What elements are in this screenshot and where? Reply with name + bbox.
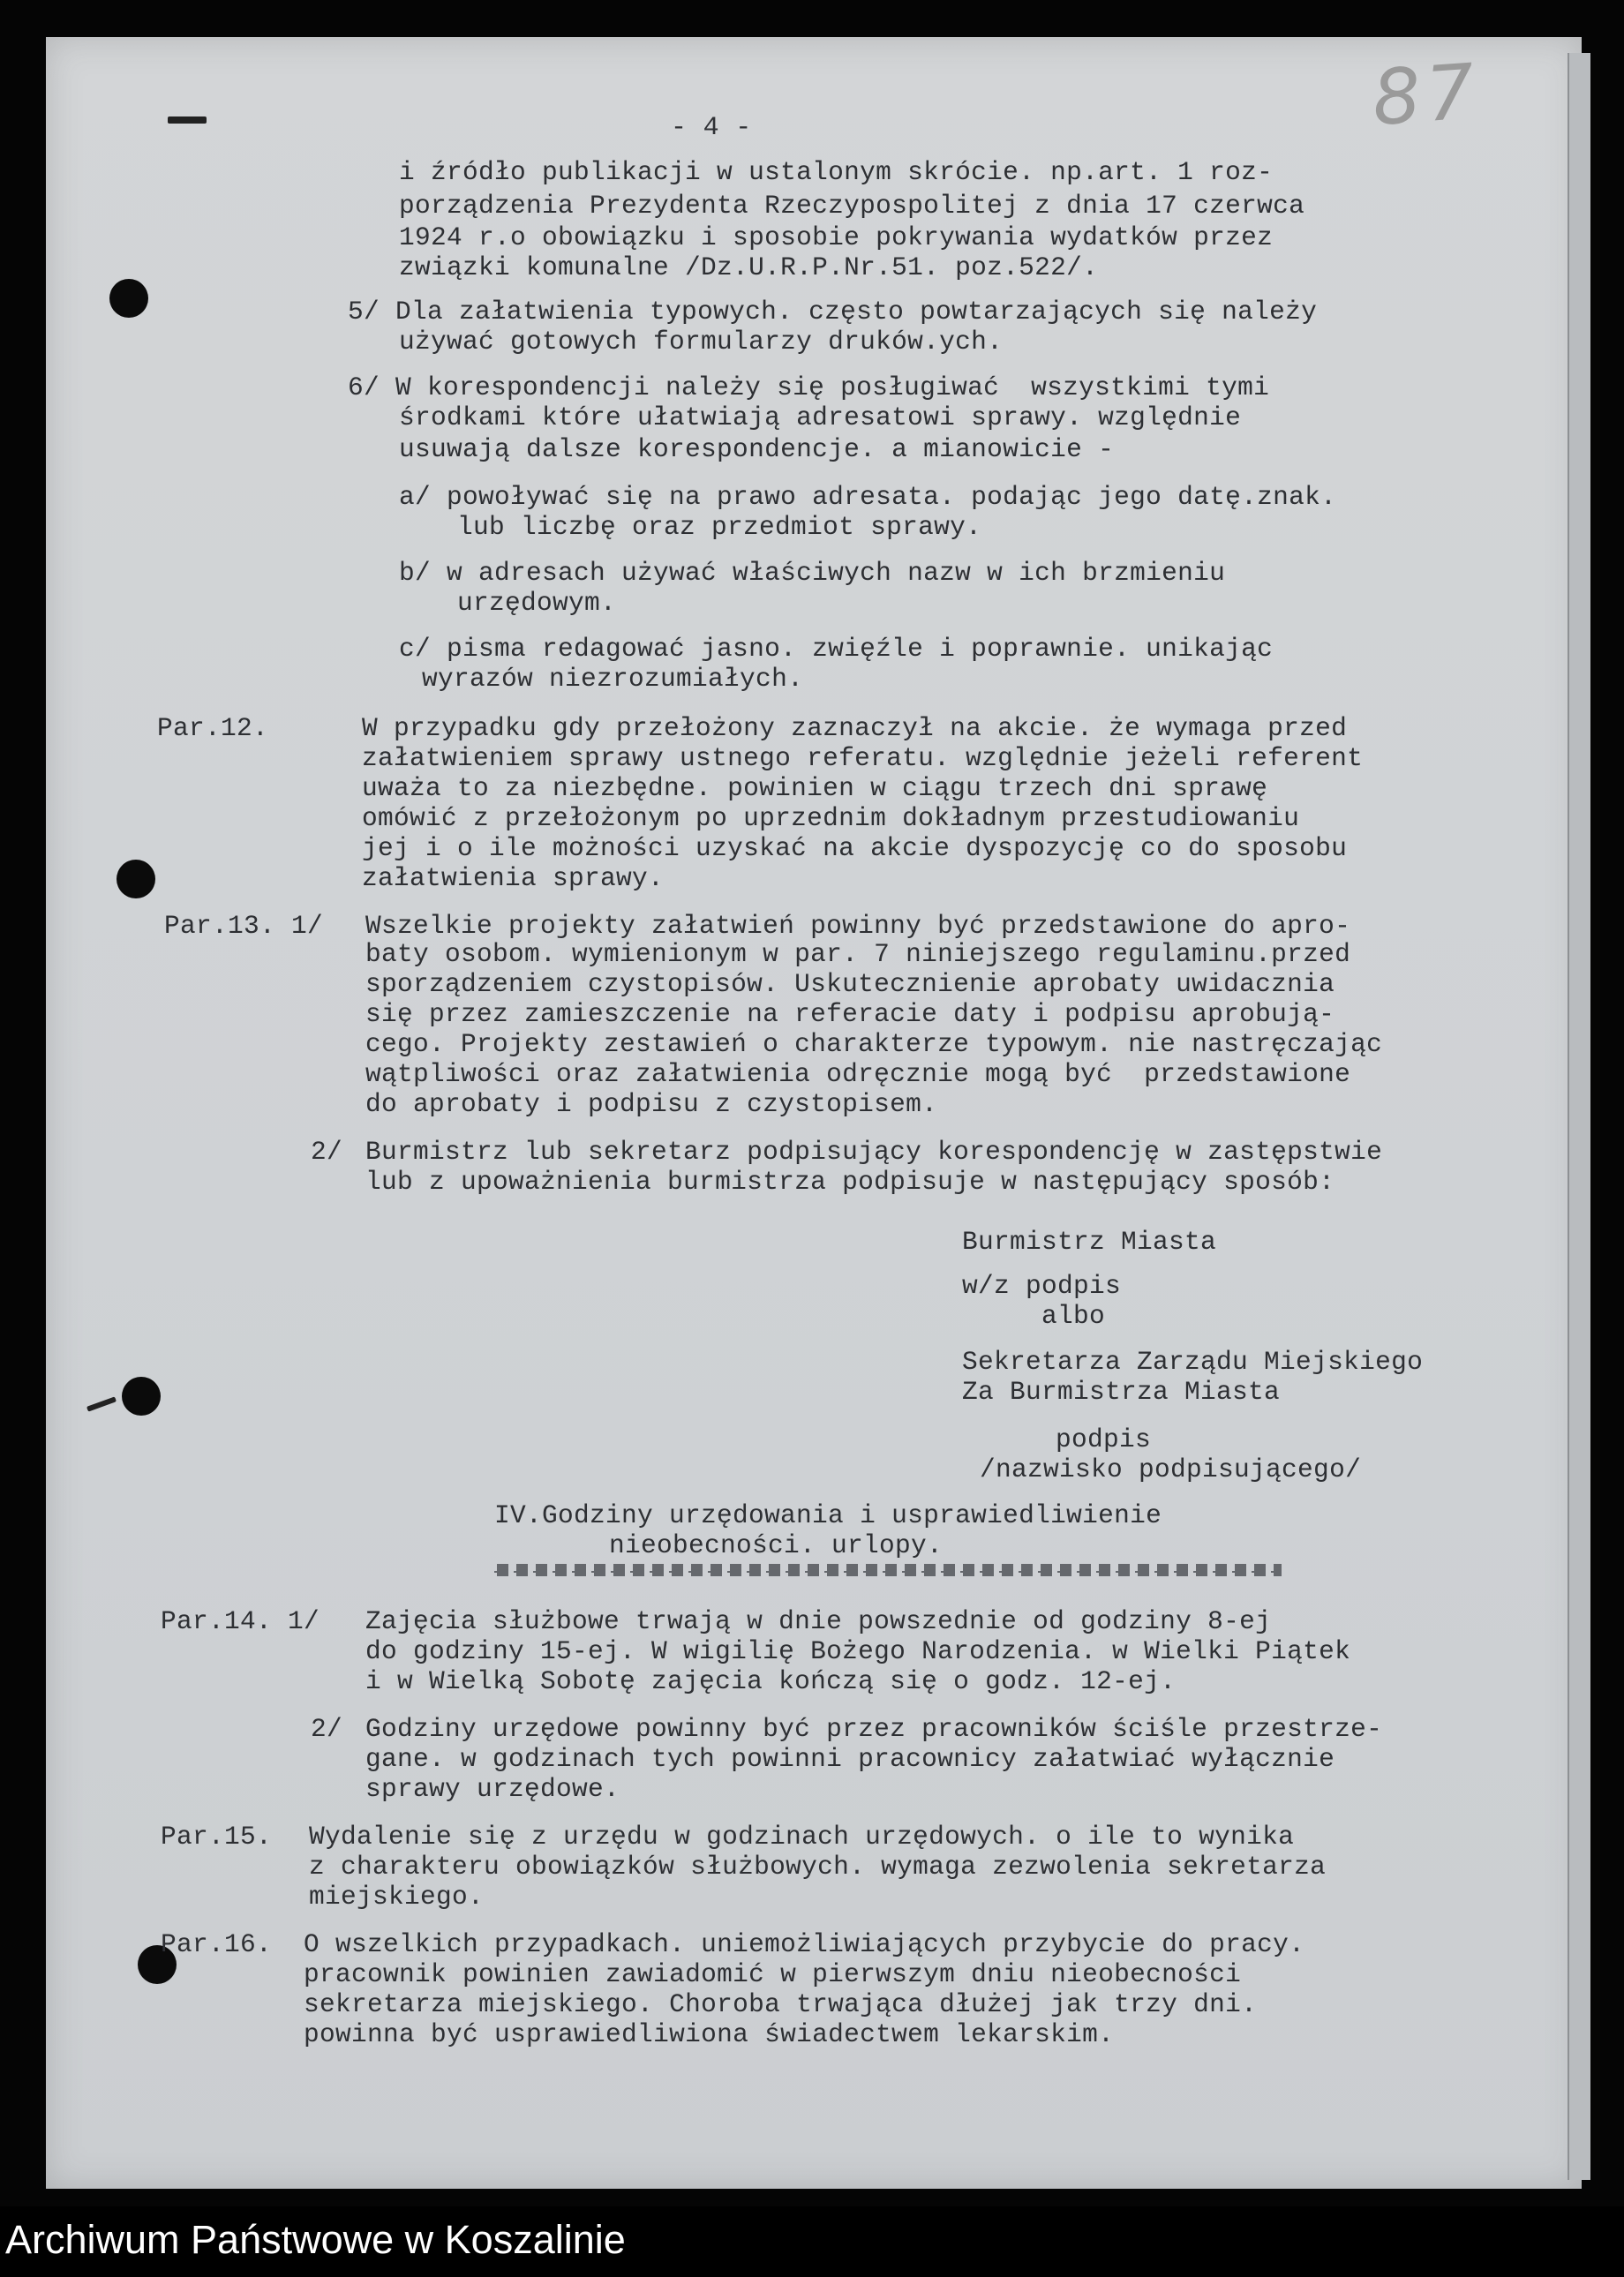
text-line: sprawy urzędowe.: [365, 1774, 620, 1804]
text-line: załatwienia sprawy.: [362, 863, 665, 893]
text-line: do aprobaty i podpisu z czystopisem.: [365, 1089, 938, 1119]
page-edge: [1568, 53, 1590, 2180]
text-line: omówić z przełożonym po uprzednim dokładnym przestudiowaniu: [362, 803, 1300, 833]
archive-name: Archiwum Państwowe w Koszalinie: [5, 2217, 626, 2262]
text-line: do godziny 15-ej. W wigilię Bożego Narodzenia. w Wielki Piątek: [365, 1636, 1351, 1666]
signature-line: Sekretarza Zarządu Miejskiego: [962, 1347, 1424, 1377]
paragraph-label: Par.13. 1/: [164, 911, 324, 941]
punch-hole: [117, 860, 155, 898]
text-line: b/ w adresach używać właściwych nazw w ich brzmieniu: [399, 558, 1226, 588]
text-line: i źródło publikacji w ustalonym skrócie. np.art. 1 roz-: [399, 157, 1274, 187]
text-line: sekretarza miejskiego. Choroba trwająca dłużej jak trzy dni.: [304, 1989, 1258, 2019]
paragraph-label: 2/: [311, 1714, 343, 1744]
paragraph-label: Par.14. 1/: [161, 1606, 320, 1636]
text-line: pracownik powinien zawiadomić w pierwszym dniu nieobecności: [304, 1959, 1242, 1989]
text-line: jej i o ile możności uzyskać na akcie dyspozycję co do sposobu: [362, 833, 1348, 863]
punch-hole: [109, 279, 148, 318]
text-line: c/ pisma redagować jasno. zwięźle i poprawnie. unikając: [399, 634, 1274, 664]
text-line: porządzenia Prezydenta Rzeczypospolitej z dnia 17 czerwca: [399, 191, 1305, 221]
paragraph-label: Par.15.: [161, 1822, 273, 1852]
heading-underline: [494, 1564, 1282, 1576]
page-number: - 4 -: [671, 113, 752, 143]
text-line: cego. Projekty zestawień o charakterze typowym. nie nastręczając: [365, 1029, 1383, 1059]
text-line: 6/ W korespondencji należy się posługiwać wszystkimi tymi: [348, 372, 1270, 402]
signature-line: /nazwisko podpisującego/: [980, 1454, 1362, 1484]
text-line: sporządzeniem czystopisów. Uskutecznienie aprobaty uwidacznia: [365, 969, 1335, 999]
text-line: a/ powoływać się na prawo adresata. podając jego datę.znak.: [399, 482, 1337, 512]
text-line: 1924 r.o obowiązku i sposobie pokrywania wydatków przez: [399, 222, 1274, 252]
text-line: lub liczbę oraz przedmiot sprawy.: [457, 512, 982, 542]
text-line: załatwieniem sprawy ustnego referatu. względnie jeżeli referent: [362, 743, 1364, 773]
text-line: 5/ Dla załatwienia typowych. często powtarzających się należy: [348, 297, 1318, 327]
text-line: i w Wielką Sobotę zajęcia kończą się o godz. 12-ej.: [365, 1666, 1177, 1696]
text-line: wątpliwości oraz załatwienia odręcznie mogą być przedstawione: [365, 1059, 1351, 1089]
text-line: związki komunalne /Dz.U.R.P.Nr.51. poz.522/.: [399, 252, 1099, 282]
paragraph-label: Par.12.: [157, 713, 269, 743]
punch-hole: [122, 1377, 161, 1416]
text-line: baty osobom. wymienionym w par. 7 niniejszego regulaminu.przed: [365, 939, 1351, 969]
text-line: uważa to za niezbędne. powinien w ciągu trzech dni sprawę: [362, 773, 1268, 803]
text-line: Wszelkie projekty załatwień powinny być przedstawione do apro-: [365, 911, 1351, 941]
text-line: Burmistrz lub sekretarz podpisujący korespondencję w zastępstwie: [365, 1137, 1383, 1167]
text-line: Godziny urzędowe powinny być przez pracowników ściśle przestrze-: [365, 1714, 1383, 1744]
section-heading: nieobecności. urlopy.: [609, 1530, 944, 1560]
text-line: środkami które ułatwiają adresatowi sprawy. względnie: [399, 402, 1242, 432]
text-line: Wydalenie się z urzędu w godzinach urzędowych. o ile to wynika: [309, 1822, 1295, 1852]
text-line: Zajęcia służbowe trwają w dnie powszednie od godziny 8-ej: [365, 1606, 1272, 1636]
section-heading: IV.Godziny urzędowania i usprawiedliwienie: [494, 1500, 1162, 1530]
signature-line: Za Burmistrza Miasta: [962, 1377, 1281, 1407]
signature-line: w/z podpis: [962, 1271, 1122, 1301]
signature-line: albo: [1041, 1301, 1106, 1331]
folio-number: 87: [1369, 47, 1483, 144]
paragraph-label: Par.16.: [161, 1929, 273, 1959]
text-line: z charakteru obowiązków służbowych. wymaga zezwolenia sekretarza: [309, 1852, 1327, 1882]
text-line: usuwają dalsze korespondencje. a mianowicie -: [399, 434, 1115, 464]
text-line: używać gotowych formularzy druków.ych.: [399, 327, 1004, 357]
text-line: W przypadku gdy przełożony zaznaczył na akcie. że wymaga przed: [362, 713, 1348, 743]
text-line: wyrazów niezrozumiałych.: [422, 664, 804, 694]
signature-line: Burmistrz Miasta: [962, 1227, 1217, 1257]
text-line: powinna być usprawiedliwiona świadectwem lekarskim.: [304, 2019, 1115, 2049]
text-line: się przez zamieszczenie na referacie daty i podpisu aprobują-: [365, 999, 1335, 1029]
text-line: gane. w godzinach tych powinni pracownicy załatwiać wyłącznie: [365, 1744, 1335, 1774]
text-line: miejskiego.: [309, 1882, 485, 1912]
paragraph-label: 2/: [311, 1137, 343, 1167]
text-line: O wszelkich przypadkach. uniemożliwiających przybycie do pracy.: [304, 1929, 1305, 1959]
text-line: lub z upoważnienia burmistrza podpisuje w następujący sposób:: [365, 1167, 1335, 1197]
signature-line: podpis: [1056, 1424, 1152, 1454]
ink-mark: [168, 116, 207, 124]
text-line: urzędowym.: [457, 588, 617, 618]
